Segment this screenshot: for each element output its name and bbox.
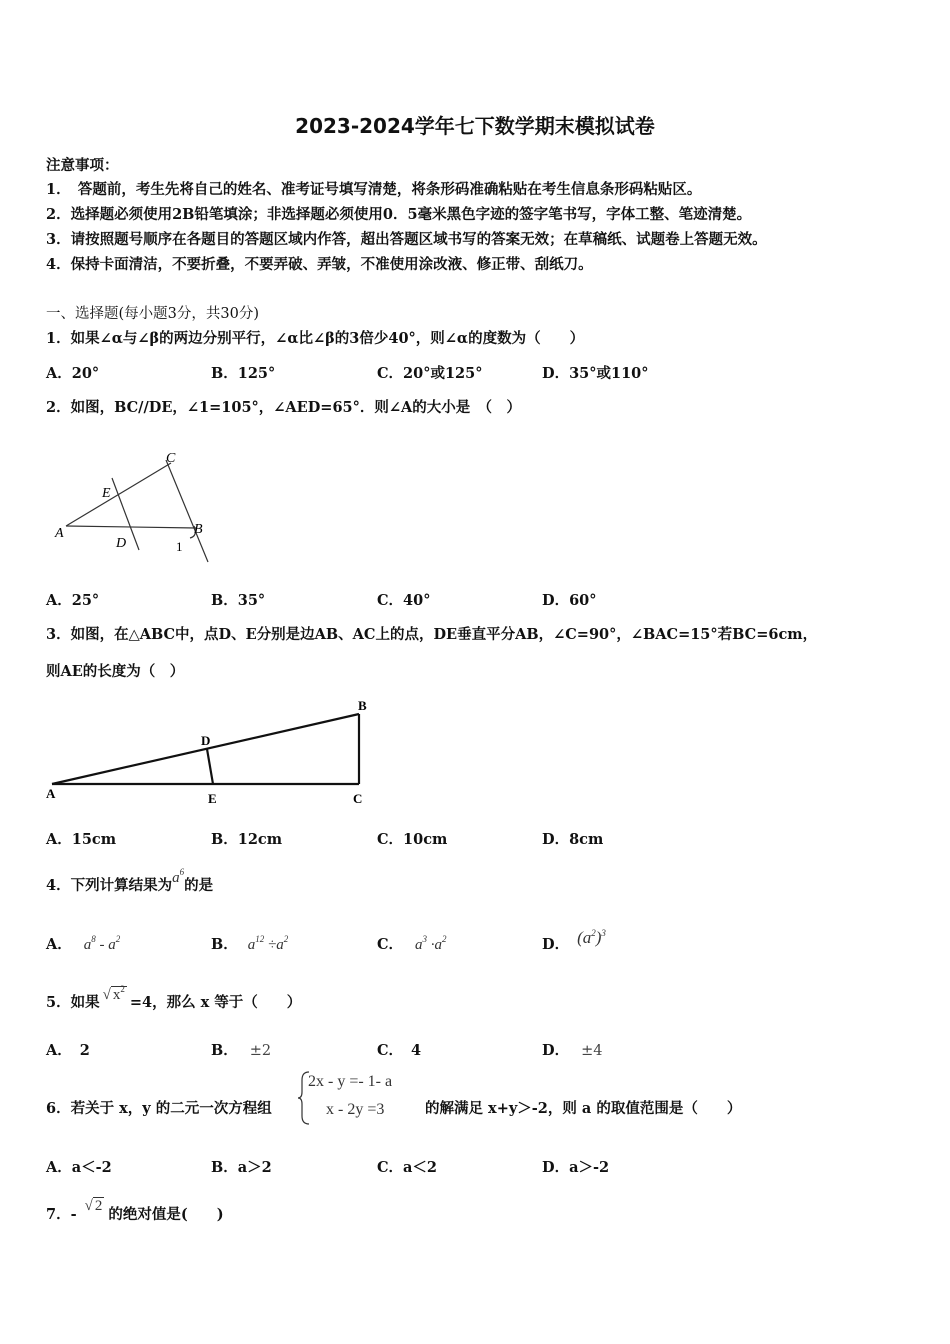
q2-option-a: A．25°: [46, 592, 100, 609]
q4-stem-exp: 6: [179, 867, 185, 877]
q4-option-b: [211, 933, 288, 954]
q4-d-rparen: ): [595, 928, 602, 947]
q2-label-d: D: [116, 536, 127, 551]
q4-b-exp2: 2: [283, 934, 289, 944]
q6-option-c: C．a＜2: [377, 1159, 438, 1176]
q4-option-d-label: D．: [542, 936, 570, 953]
q3-line-de: [207, 749, 213, 784]
notice-item-1: 1． 答题前，考生先将自己的姓名、准考证号填写清楚，将条形码准确粘贴在考生信息条形码粘贴区。: [46, 181, 702, 198]
q3-line-ab: [52, 714, 359, 784]
q5-stem: [46, 984, 302, 1012]
q5-option-c: [377, 1039, 421, 1060]
q3-stem-line-2: 则AE的长度为（ ）: [46, 663, 185, 680]
q4-b-exp1: 12: [255, 934, 265, 944]
q4-a-op: -: [95, 937, 109, 953]
q4-b-base2: a: [276, 937, 284, 953]
q6-option-b: B．a＞2: [211, 1159, 272, 1176]
q5-option-c-value: 4: [411, 1042, 422, 1059]
q4-stem-post: 的是: [184, 877, 214, 894]
q5-option-d: [542, 1039, 602, 1060]
q6-equation-2: x - 2y =3: [326, 1101, 385, 1118]
q1-option-a: A．20°: [46, 365, 100, 382]
q2-label-e: E: [102, 486, 111, 501]
q4-stem: [46, 867, 214, 895]
q3-label-b: B: [358, 698, 367, 713]
q3-label-e: E: [208, 791, 217, 806]
q3-stem-line-1: 3．如图，在△ABC中，点D、E分别是边AB、AC上的点，DE垂直平分AB，∠C=90°，∠BAC=15°若BC=6cm，: [46, 626, 818, 643]
q4-option-a-label: A．: [46, 936, 72, 953]
q2-option-b: B．35°: [211, 592, 266, 609]
q4-option-c: [377, 933, 447, 954]
q6-stem-pre: 6．若关于 x，y 的二元一次方程组: [46, 1100, 272, 1117]
q4-a-base2: a: [108, 937, 116, 953]
q5-radical-sign: √: [102, 987, 111, 1003]
q5-stem-pre: 5．如果: [46, 994, 100, 1011]
q4-option-d: [542, 928, 606, 954]
q5-radicand-exp: 2: [120, 984, 125, 994]
q7-radicand: 2: [94, 1198, 103, 1214]
q1-option-d: D．35°或110°: [542, 365, 649, 382]
exam-title: 2023-2024学年七下数学期末模拟试卷: [295, 114, 655, 138]
q4-c-exp1: 3: [422, 934, 428, 944]
q7-stem-pre: 7．-: [46, 1206, 77, 1223]
q4-a-base1: a: [83, 937, 92, 953]
q4-d-exp1: 2: [591, 928, 596, 938]
q2-label-b: B: [194, 522, 203, 537]
q5-option-b-value: ±2: [249, 1043, 272, 1059]
q5-stem-post: =4，那么 x 等于（ ）: [129, 994, 302, 1011]
q2-option-d: D．60°: [542, 592, 597, 609]
q5-radicand: x: [112, 987, 121, 1003]
q4-option-b-label: B．: [211, 936, 238, 953]
q3-option-c: C．10cm: [377, 831, 448, 848]
q3-option-d: D．8cm: [542, 831, 604, 848]
q5-option-a-label: A．: [46, 1042, 72, 1059]
q1-option-b: B．125°: [211, 365, 276, 382]
q4-b-op: ÷: [264, 937, 277, 953]
q4-c-exp2: 2: [442, 934, 447, 944]
q3-label-a: A: [46, 786, 56, 801]
q4-d-base: a: [582, 928, 592, 947]
q5-option-c-label: C．: [377, 1042, 404, 1059]
q4-c-base1: a: [415, 937, 423, 953]
q5-option-a-value: 2: [79, 1042, 90, 1059]
q4-c-base2: a: [434, 937, 443, 953]
q6-option-d: D．a＞-2: [542, 1159, 610, 1176]
q4-b-base1: a: [247, 937, 256, 953]
q2-option-c: C．40°: [377, 592, 431, 609]
q4-a-exp1: 8: [91, 934, 96, 944]
q7-stem: [46, 1198, 224, 1224]
q2-stem: 2．如图，BC//DE，∠1=105°，∠AED=65°．则∠A的大小是 （ ）: [46, 399, 522, 416]
q5-option-a: [46, 1039, 90, 1060]
q2-label-c: C: [166, 451, 176, 466]
q2-line-cb: [166, 460, 208, 562]
q4-option-a: [46, 933, 120, 954]
notice-item-2: 2．选择题必须使用2B铅笔填涂；非选择题必须使用0．5毫米黑色字迹的签字笔书写，字体工整、笔迹清楚。: [46, 206, 752, 223]
q4-stem-base: a: [172, 870, 180, 886]
q4-option-c-label: C．: [377, 936, 404, 953]
q3-option-a: A．15cm: [46, 831, 117, 848]
q4-a-exp2: 2: [115, 934, 121, 944]
notice-item-4: 4．保持卡面清洁，不要折叠，不要弄破、弄皱，不准使用涂改液、修正带、刮纸刀。: [46, 256, 593, 273]
q1-option-c: C．20°或125°: [377, 365, 483, 382]
q4-stem-pre: 4．下列计算结果为: [46, 877, 173, 894]
q5-option-d-label: D．: [542, 1042, 570, 1059]
q6-option-a: A．a＜-2: [46, 1159, 112, 1176]
q3-label-d: D: [201, 733, 211, 748]
q4-d-lparen: (: [577, 928, 583, 947]
q1-stem: 1．如果∠α与∠β的两边分别平行，∠α比∠β的3倍少40°，则∠α的度数为（ ）: [46, 330, 585, 347]
q2-label-a: A: [55, 526, 64, 541]
q6-stem-post: 的解满足 x+y＞-2，则 a 的取值范围是（ ）: [425, 1100, 742, 1117]
q3-label-c: C: [353, 791, 363, 806]
notice-item-3: 3．请按照题号顺序在各题目的答题区域内作答，超出答题区域书写的答案无效；在草稿纸、试题卷上答题无效。: [46, 231, 767, 248]
q4-c-op: ·: [427, 937, 435, 953]
q2-label-1: 1: [176, 539, 183, 554]
q6-equation-1: 2x - y =- 1- a: [308, 1073, 393, 1090]
q3-option-b: B．12cm: [211, 831, 283, 848]
q7-stem-post: 的绝对值是( ): [108, 1206, 224, 1223]
q5-option-b: [211, 1039, 271, 1060]
section-heading: 一、选择题(每小题3分，共30分): [46, 306, 259, 322]
q7-radical-sign: √: [84, 1198, 93, 1214]
notice-heading: 注意事项：: [46, 157, 119, 174]
q3-figure: [40, 695, 380, 810]
q5-option-d-value: ±4: [581, 1043, 603, 1059]
q5-option-b-label: B．: [211, 1042, 238, 1059]
q4-d-exp2: 3: [601, 928, 606, 938]
q2-figure: [46, 440, 226, 570]
